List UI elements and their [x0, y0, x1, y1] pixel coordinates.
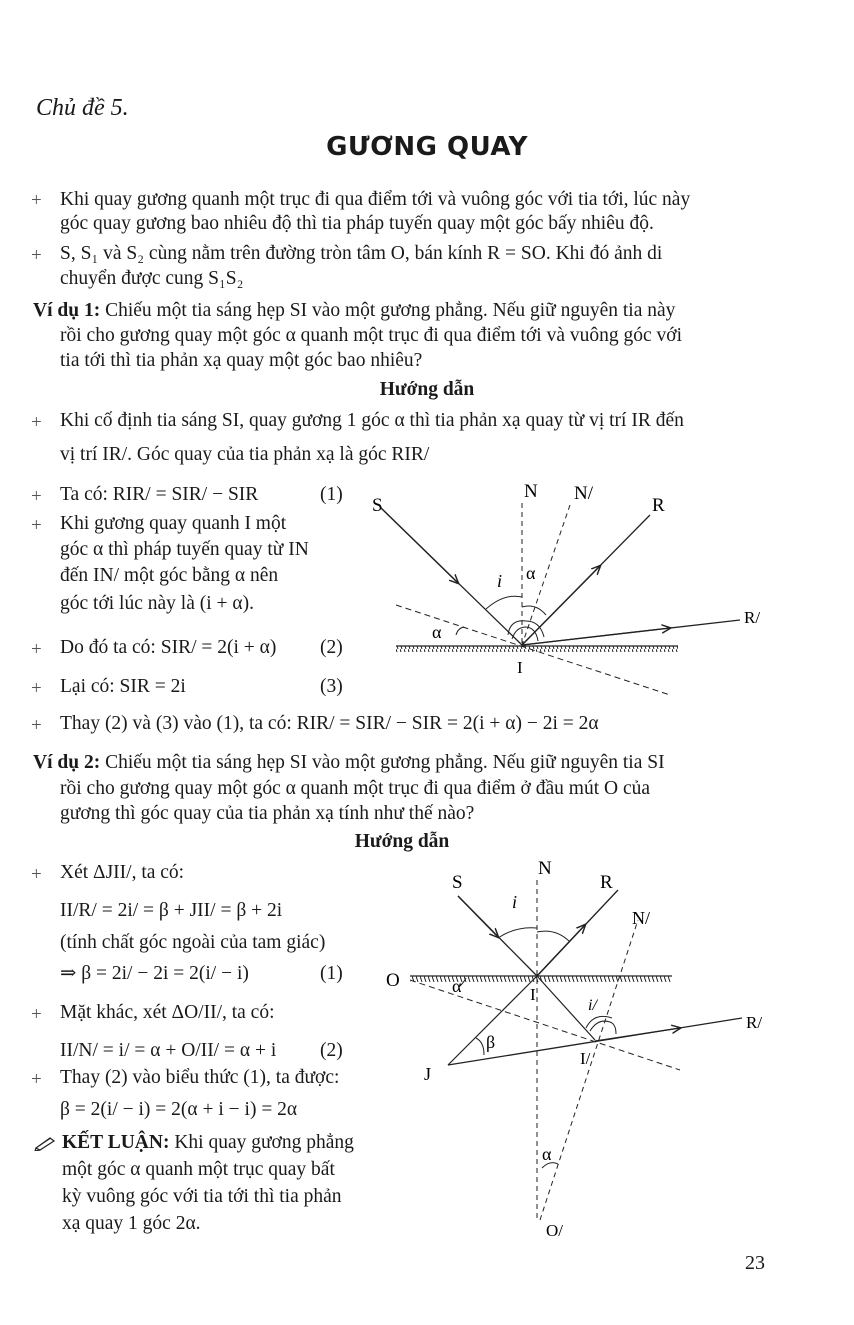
ex1-step3-line1: Khi gương quay quanh I một: [60, 513, 287, 534]
fig1-label-S: S: [372, 495, 383, 516]
example1-guide-heading: Hướng dẫn: [379, 379, 475, 400]
fig1-label-I: I: [517, 658, 523, 677]
intro-p2-line2: chuyển được cung S₁S₂: [60, 268, 244, 289]
pencil-icon: [34, 1135, 56, 1151]
intro-p1-line1: Khi quay gương quanh một trục đi qua điểm tới và vuông góc với tia tới, lúc này: [60, 189, 691, 210]
bullet-plus: +: [31, 412, 42, 433]
fig2-label-O2: O/: [546, 1221, 563, 1240]
fig2-rotated-mirror: [410, 980, 680, 1070]
example2-label: Ví dụ 2:: [33, 752, 101, 773]
fig1-label-alpha-mirror: α: [432, 622, 442, 642]
conclusion-line1: [62, 1130, 354, 1156]
fig2-label-R2: R/: [746, 1013, 763, 1032]
ex1-step3-line4: góc tới lúc này là (i + α).: [60, 593, 254, 614]
ex1-step4: Do đó ta có: SIR/ = 2(i + α): [60, 637, 277, 658]
figure2-mirror-rotated-about-end-diagram: [380, 850, 800, 1250]
fig2-label-alpha-mirror: α: [452, 976, 462, 996]
example2-q-text: Chiếu một tia sáng hẹp SI vào một gương phẳng. Nếu giữ nguyên tia SI: [100, 752, 665, 773]
ex2-step3-equation: β = 2(i/ − i) = 2(α + i − i) = 2α: [60, 1099, 298, 1120]
fig2-label-i: i: [512, 892, 518, 912]
bullet-plus: +: [31, 245, 42, 266]
ex2-step1-result: ⇒ β = 2i/ − 2i = 2(i/ − i): [60, 963, 249, 984]
example2-guide-heading: Hướng dẫn: [354, 831, 450, 852]
ex2-step2: Mặt khác, xét ΔO/II/, ta có:: [60, 1002, 275, 1023]
ex2-step1-number: (1): [320, 963, 343, 984]
example1-question-line3: tia tới thì tia phản xạ quay một góc bao nhiêu?: [60, 350, 423, 371]
bullet-plus: +: [31, 864, 42, 885]
figure1-rotating-mirror-diagram: [360, 475, 780, 715]
ex2-step3: Thay (2) vào biểu thức (1), ta được:: [60, 1067, 340, 1088]
intro-p2-line1: S, S₁ và S₂ cùng nằm trên đường tròn tâm O, bán kính R = SO. Khi đó ảnh di: [60, 243, 663, 264]
ex1-step2: Ta có: RIR/ = SIR/ − SIR: [60, 484, 259, 505]
fig1-label-i: i: [497, 571, 503, 591]
fig1-label-alpha-top: α: [526, 563, 536, 583]
page-number: 23: [745, 1252, 765, 1274]
fig1-mirror: [396, 646, 678, 652]
intro-p1-line2: góc quay gương bao nhiêu độ thì tia pháp tuyến quay một góc bấy nhiêu độ.: [60, 213, 654, 234]
ex1-step2-number: (1): [320, 484, 343, 505]
ex2-step2-number: (2): [320, 1040, 343, 1061]
fig1-label-R: R: [652, 495, 665, 516]
ex2-step1-equation: II/R/ = 2i/ = β + JII/ = β + 2i: [60, 900, 283, 921]
fig2-label-I: I: [530, 985, 536, 1004]
example2-question-line2: rồi cho gương quay một góc α quanh một trục đi qua điểm ở đầu mút O của: [60, 778, 650, 799]
conclusion-line2: một góc α quanh một trục quay bất: [62, 1159, 335, 1180]
example1-question-line1: [33, 298, 675, 324]
example2-question-line1: [33, 750, 665, 776]
fig2-label-S: S: [452, 872, 463, 893]
example1-q-text: Chiếu một tia sáng hẹp SI vào một gương phẳng. Nếu giữ nguyên tia này: [100, 300, 676, 321]
bullet-plus: +: [31, 715, 42, 736]
page-title: GƯƠNG QUAY: [326, 132, 528, 162]
bullet-plus: +: [31, 1069, 42, 1090]
example2-question-line3: gương thì góc quay của tia phản xạ tính như thế nào?: [60, 803, 475, 824]
ex1-step3-line3: đến IN/ một góc bằng α nên: [60, 565, 279, 586]
ex1-step6: Thay (2) và (3) vào (1), ta có: RIR/ = SIR/ − SIR = 2(i + α) − 2i = 2α: [60, 713, 599, 734]
fig2-label-N2: N/: [632, 908, 650, 928]
ex2-step2-equation: II/N/ = i/ = α + O/II/ = α + i: [60, 1040, 277, 1061]
fig2-label-alpha-bottom: α: [542, 1144, 552, 1164]
fig2-ray-I-to-I2: [537, 976, 595, 1040]
fig2-label-N: N: [538, 858, 552, 879]
fig1-label-N: N: [524, 481, 538, 502]
ex1-step4-number: (2): [320, 637, 343, 658]
ex1-step1-line1: Khi cố định tia sáng SI, quay gương 1 góc α thì tia phản xạ quay từ vị trí IR đến: [60, 410, 684, 431]
ex1-step3-line2: góc α thì pháp tuyến quay từ IN: [60, 539, 309, 560]
bullet-plus: +: [31, 190, 42, 211]
example1-question-line2: rồi cho gương quay một góc α quanh một trục đi qua điểm tới và vuông góc với: [60, 325, 682, 346]
fig2-label-R: R: [600, 872, 613, 893]
conclusion-line3: kỳ vuông góc với tia tới thì tia phản: [62, 1186, 342, 1207]
ex1-step5-number: (3): [320, 676, 343, 697]
bullet-plus: +: [31, 486, 42, 507]
conclusion-text: Khi quay gương phẳng: [169, 1132, 354, 1153]
fig2-label-O: O: [386, 970, 400, 991]
ex1-step1-line2: vị trí IR/. Góc quay của tia phản xạ là góc RIR/: [60, 444, 430, 465]
fig2-label-i2: i/: [588, 997, 597, 1014]
ex1-step5: Lại có: SIR = 2i: [60, 676, 186, 697]
ex2-step1: Xét ΔJII/, ta có:: [60, 862, 185, 883]
bullet-plus: +: [31, 515, 42, 536]
fig2-normal-N2: [540, 920, 638, 1220]
bullet-plus: +: [31, 1004, 42, 1025]
fig2-label-beta: β: [486, 1032, 496, 1052]
topic-label: Chủ đề 5.: [36, 95, 129, 121]
ex2-step1-note: (tính chất góc ngoài của tam giác): [60, 932, 326, 953]
conclusion-label: KẾT LUẬN:: [62, 1132, 170, 1153]
fig2-label-J: J: [424, 1064, 432, 1084]
example1-label: Ví dụ 1:: [33, 300, 101, 321]
fig1-label-N2: N/: [574, 483, 593, 504]
fig2-label-I2: I/: [580, 1049, 591, 1068]
bullet-plus: +: [31, 678, 42, 699]
fig1-label-R2: R/: [744, 608, 761, 627]
conclusion-line4: xạ quay 1 góc 2α.: [62, 1213, 201, 1234]
bullet-plus: +: [31, 639, 42, 660]
